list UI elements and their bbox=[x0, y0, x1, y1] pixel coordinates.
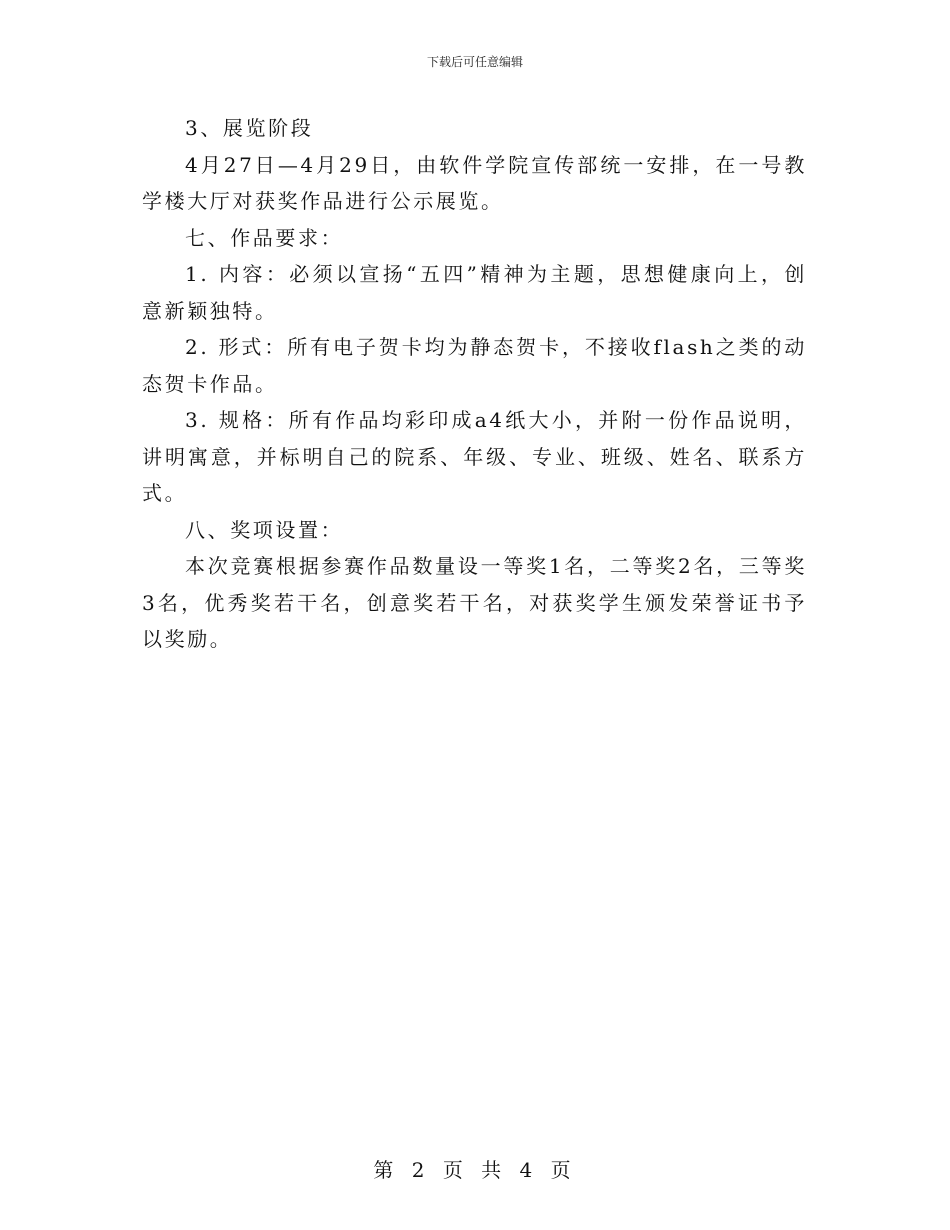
page-footer: 第 2 页 共 4 页 bbox=[373, 1158, 577, 1182]
requirement-format: 2. 形式：所有电子贺卡均为静态贺卡，不接收flash之类的动态贺卡作品。 bbox=[142, 335, 807, 396]
requirement-specification: 3. 规格：所有作品均彩印成a4纸大小，并附一份作品说明，讲明寓意，并标明自己的院系、年级、专业、班级、姓名、联系方式。 bbox=[142, 408, 807, 505]
section-heading-awards: 八、奖项设置： bbox=[185, 517, 344, 542]
page-header: 下载后可任意编辑 bbox=[426, 55, 523, 69]
exhibition-paragraph: 4月27日—4月29日，由软件学院宣传部统一安排，在一号教学楼大厅对获奖作品进行公示展览。 bbox=[142, 152, 807, 213]
awards-paragraph: 本次竞赛根据参赛作品数量设一等奖1名，二等奖2名，三等奖3名，优秀奖若干名，创意奖若干名，对获奖学生颁发荣誉证书予以奖励。 bbox=[142, 554, 807, 651]
requirement-content: 1. 内容：必须以宣扬“五四”精神为主题，思想健康向上，创意新颖独特。 bbox=[142, 262, 807, 323]
section-heading-requirements: 七、作品要求： bbox=[185, 225, 344, 250]
document-body bbox=[142, 110, 807, 658]
section-heading-exhibition: 3、展览阶段 bbox=[185, 116, 314, 140]
